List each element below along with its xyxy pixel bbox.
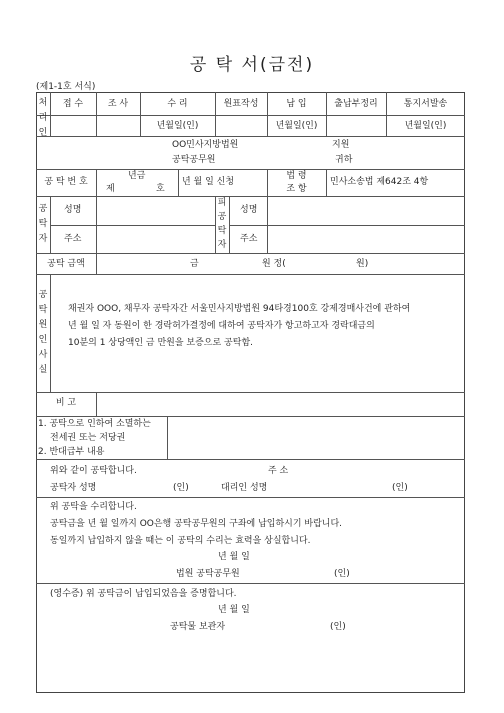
acceptance-line-3: 동일까지 납입하지 않을 때는 이 공탁의 수리는 효력을 상실합니다.	[50, 536, 311, 546]
deposit-official: 공탁공무원	[172, 155, 216, 165]
extinguished-line-3: 2. 반대급부 내용	[38, 447, 105, 457]
ho-label: 호	[156, 184, 165, 194]
declaration-address-label: 주 소	[268, 466, 289, 476]
year-label: 년금	[128, 171, 146, 181]
amount-label: 공탁 금액	[47, 259, 85, 269]
date-seal-notice: 년월일(인)	[404, 121, 447, 131]
declaration-statement: 위와 같이 공탁합니다.	[50, 466, 137, 476]
header-notice-sent: 통지서발송	[403, 99, 448, 109]
date-seal-payment: 년월일(인)	[275, 121, 318, 131]
acceptance-official: 법원 공탁공무원	[176, 569, 240, 579]
amount-geum: 금	[190, 259, 199, 269]
header-acceptance: 수 리	[167, 99, 188, 109]
reason-side-label: 공 탁 원 인 사 실	[38, 290, 48, 375]
law-value: 민사소송법 제642조 4항	[330, 177, 429, 187]
depositee-address-label: 주소	[240, 234, 258, 244]
application-date: 년 월 일 신청	[182, 177, 235, 187]
law-label-top: 법 령	[286, 171, 307, 181]
receipt-statement: (영수증) 위 공탁금이 납입되었음을 증명합니다.	[50, 589, 237, 599]
processing-side-label: 처 리 인	[38, 98, 48, 138]
acceptance-date: 년 월 일	[218, 552, 250, 562]
agent-seal: (인)	[392, 483, 408, 493]
addressee-honorific: 귀하	[335, 155, 353, 165]
depositee-side-label: 피 공 탁 자	[217, 198, 227, 250]
reason-line-2: 년 월 일 자 동원이 한 경락허가결정에 대하여 공탁자가 항고하고자 경락대금의	[68, 321, 375, 331]
law-label-bottom: 조 항	[286, 184, 307, 194]
acceptance-line-2: 공탁금을 년 월 일까지 OO은행 공탁공무원의 구좌에 납입하시기 바랍니다.	[50, 519, 343, 529]
reason-line-1: 채권자 OOO, 채무자 공탁자간 서울민사지방법원 94타경100호 강제경매사건에 관하여	[68, 304, 411, 314]
amount-won: 원)	[356, 259, 369, 269]
header-ledger-entry: 원표작성	[223, 99, 259, 109]
reason-line-3: 10분의 1 상당액인 금 만원을 보증으로 공탁함.	[68, 338, 254, 348]
extinguished-line-2: 전세권 또는 저당권	[50, 433, 126, 443]
extinguished-line-1: 1. 공탁으로 인하여 소멸하는	[38, 419, 151, 429]
depositee-name-label: 성명	[240, 205, 258, 215]
depositor-address-label: 주소	[64, 234, 82, 244]
court-name: OO민사지방법원	[172, 140, 239, 150]
depositor-side-label: 공 탁 자	[38, 204, 48, 244]
je-label: 제	[106, 184, 115, 194]
deposit-number-label: 공 탁 번 호	[44, 177, 88, 187]
document-title: 공 탁 서(금전)	[189, 55, 315, 75]
depositor-seal: (인)	[173, 483, 189, 493]
amount-won-jeom: 원 정(	[262, 259, 286, 269]
form-number: (제1-1호 서식)	[36, 82, 96, 92]
date-seal-acceptance: 년월일(인)	[156, 121, 199, 131]
header-cashbook: 출납부정리	[334, 99, 378, 109]
depositor-signature-label: 공탁자 성명	[50, 483, 97, 493]
remarks-label: 비 고	[55, 398, 77, 408]
agent-signature-label: 대리인 성명	[221, 483, 268, 493]
court-branch: 지원	[332, 140, 350, 150]
header-inspection: 조 사	[107, 99, 129, 109]
header-payment: 남 입	[286, 99, 307, 109]
depositor-name-label: 성명	[64, 205, 82, 215]
custodian-label: 공탁물 보관자	[170, 622, 226, 632]
header-receipt: 접 수	[62, 99, 84, 109]
receipt-date: 년 월 일	[218, 605, 250, 615]
acceptance-line-1: 위 공탁을 수리합니다.	[50, 502, 137, 512]
acceptance-seal: (인)	[334, 569, 350, 579]
custodian-seal: (인)	[330, 622, 346, 632]
